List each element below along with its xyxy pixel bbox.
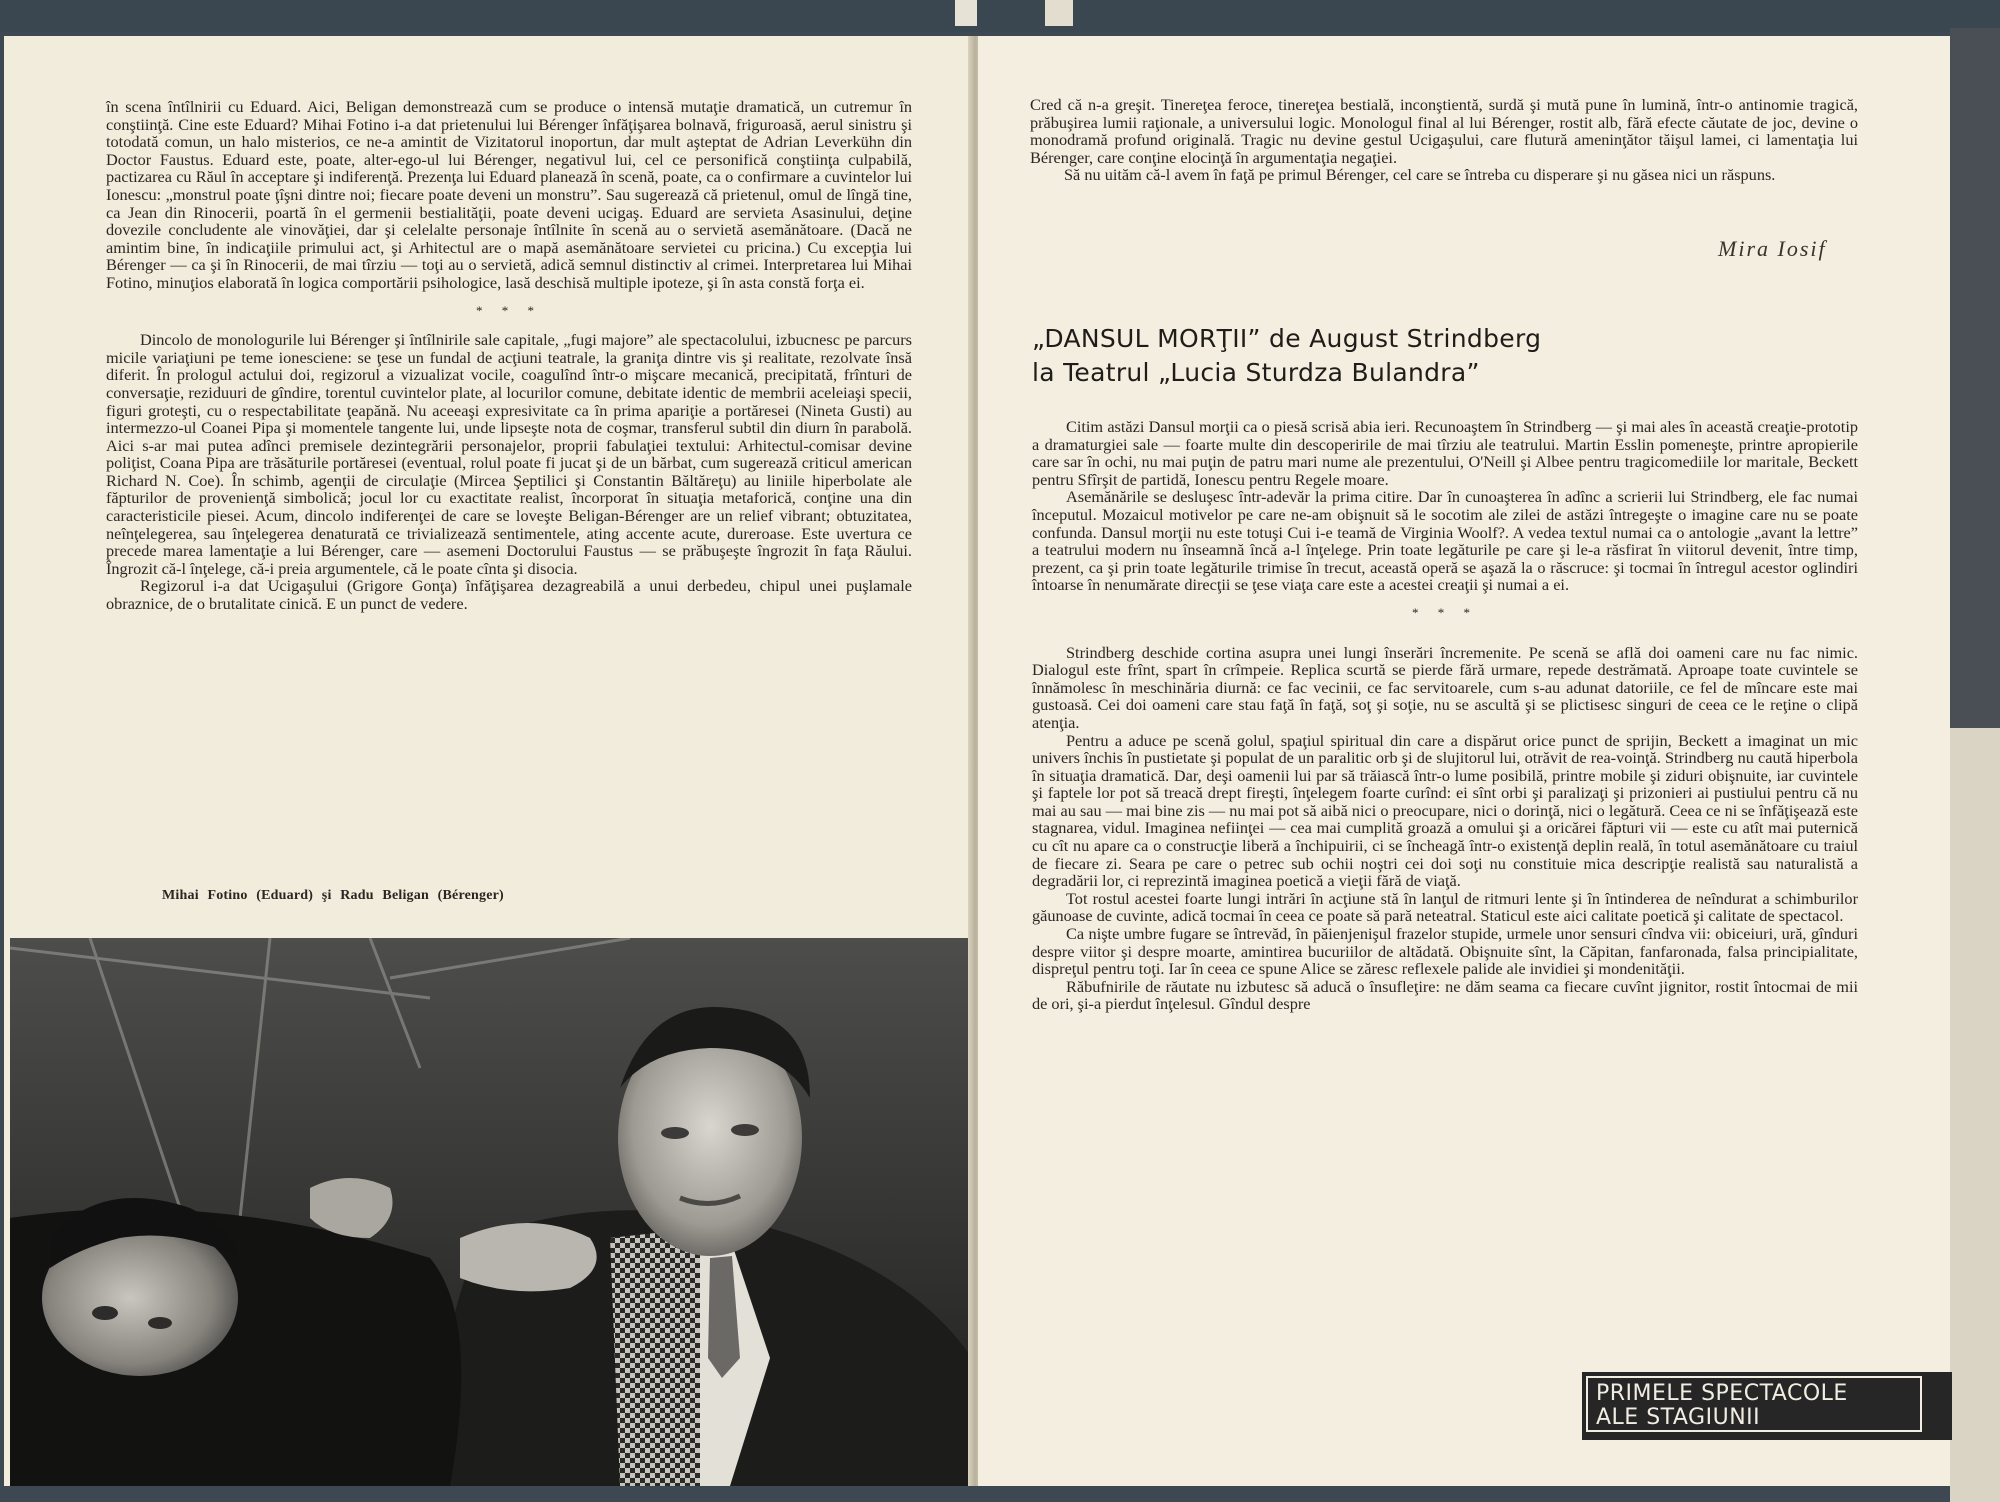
article-paragraph-1: Citim astăzi Dansul morţii ca o piesă scrisă abia ieri. Recunoaştem în Strindberg — şi mai ales în această creaţie-prototip a dramaturgiei sale — foarte multe din descoperirile de mai tîrziu ale teatrului. Martin Esslin pomeneşte, printre apropierile care sar în ochi, nu mai puţin de patru mari nume ale prezentului, O'Neill şi Albee pentru tragicomediile lor maritale, Beckett pentru Sfîrşit de partidă, Ionescu pentru Regele moare. bbox=[1032, 417, 1858, 489]
article-headline bbox=[1032, 322, 1541, 390]
headline-line-1: „DANSUL MORŢII” de August Strindberg bbox=[1032, 324, 1542, 353]
article-paragraph-5: Tot rostul acestei foarte lungi intrări în acţiune stă în lanţul de ritmuri lente şi în întinderea de neîndurat a schimburilor găunoase de cuvinte, adică tocmai în ceea ce poate să pară neteatral. Staticul este aici calitate poetică şi calitate de spectacol. bbox=[1032, 888, 1858, 926]
right-intro-paragraph-2: Să nu uităm că-l avem în faţă pe primul Bérenger, cel care se întreba cu disperare şi nu găsea nici un răspuns. bbox=[1064, 165, 1776, 185]
left-paragraph-1: în scena întîlnirii cu Eduard. Aici, Beligan demonstrează cum se produce o intensă mutaţie dramatică, un cutremur în conştiinţă. Cine este Eduard? Mihai Fotino i-a dat prietenului lui Bérenger înfăţişarea bolnavă, friguroasă, aerul sinistru şi totodată comun, un halo misterios, ce ne-a amintit de Vizitatorul inoportun, dar mult aşteptat de Adrian Leverkühn din Doctor Faustus. Eduard este, poate, alter-ego-ul lui Bérenger, negativul lui, cel ce personifică conştiinţa culpabilă, pactizarea cu Răul în acceptare şi indiferenţă. Prezenţa lui Eduard planează în scenă, poate, ca o confirmare a cuvintelor lui Ionescu: „monstrul poate ţîşni dintre noi; fiecare poate deveni un monstru”. Sau sugerează că prietenul, omul de lîngă tine, ca Jean din Rinocerii, poartă în el germenii bestialităţii, poate deveni ucigaş. Eduard are servieta Asasinului, deţine dovezile concludente ale vinovăţiei, dar şi celelalte personaje întîlnite în scenă au o servietă asemănătoare. (Dacă ne amintim bine, în indicaţiile primului act, şi Arhitectul are o mapă asemănătoare servietei cu pricina.) Cu excepţia lui Bérenger — ca şi în Rinocerii, de mai tîrziu — toţi au o servietă, adică semnul distinctiv al crimei. Interpretarea lui Mihai Fotino, minuţios elaborată în logica comportării psihologice, lasă deschisă multiple ipoteze, şi în asta constă forţa ei. bbox=[106, 97, 912, 292]
stage-photograph bbox=[10, 938, 972, 1486]
stage-photograph-image bbox=[10, 938, 972, 1486]
top-border-strip bbox=[0, 0, 2000, 32]
left-article-column bbox=[106, 98, 912, 613]
photo-caption: Mihai Fotino (Eduard) şi Radu Beligan (Bérenger) bbox=[162, 888, 504, 903]
section-badge-line-2: ALE STAGIUNII bbox=[1596, 1405, 1761, 1430]
article-paragraph-3: Strindberg deschide cortina asupra unei lungi înserări încremenite. Pe scenă se află doi oameni care nu fac nimic. Dialogul este frînt, spart în crîmpeie. Replica scurtă se pierde fără urmare, repede destrămată. Aproape toate cuvintele se înnămolesc în meschinăria diurnă: ce fac vecinii, ce fac servitoarele, cum s-au adunat datoriile, ce fel de mîncare este mai gustoasă. Cei doi oameni care stau faţă în faţă, soţ şi soţie, nu se ascultă şi se plictisesc singuri de ceea ce le reţine o clipă atenţia. bbox=[1032, 642, 1858, 732]
right-intro-paragraph-1: Cred că n-a greşit. Tinereţea feroce, tinereţea bestială, inconştientă, surdă şi mută pune în lumină, într-o antinomie tragică, prăbuşirea lumii raţionale, a universului logic. Monologul final al lui Bérenger, rostit alb, fără efecte căutate de joc, devine o monodramă profund originală. Tragic nu devine gestul Ucigaşului, care flutură ameninţător tăişul lamei, ci lamentaţia lui Bérenger, care conţine elocinţă în argumentaţia negaţiei. bbox=[1030, 95, 1858, 167]
article-paragraph-7: Răbufnirile de răutate nu izbutesc să aducă o însufleţire: ne dăm seama ca fiecare cuvînt jignitor, rostit întocmai de mii de ori, şi-a pierdut înţelesul. Gîndul despre bbox=[1032, 976, 1858, 1014]
left-paragraph-2: Dincolo de monologurile lui Bérenger şi întîlnirile sale capitale, „fugi majore” ale spectacolului, izbucnesc pe parcurs micile variaţiuni pe teme ionesciene: se ţese un fundal de acţiuni teatrale, la graniţa dintre vis şi realitate, rezolvate însă diferit. În prologul actului doi, regizorul a vizualizat vocile, coagulînd într-o mişcare mecanică, precipitată, frînturi de conversaţie, reziduuri de gîndire, torentul cuvintelor plate, al locurilor comune, debitate identic de membrii aceleiaşi specii, figuri groteşti, cu o respectabilitate ţeapănă. Nu aceeaşi expresivitate ca în prima apariţie a portăresei (Nineta Gusti) au intermezzo-ul Coanei Pipa şi momentele tangente lui, unde lipseşte nota de coşmar, transferul subtil din diurn în parabolă. Aici s-ar mai putea adînci premisele dezintegrării personajelor, proprii fabulaţiei textului: Arhitectul-comisar devine poliţist, Coana Pipa are trăsăturile portăresei (eventual, rolul poate fi jucat şi de un bărbat, cum sugerează criticul american Richard N. Coe). În schimb, agenţii de circulaţie (Mircea Şeptilici şi Constantin Băltăreţu) au liniile hiperbolate ale făpturilor de provenienţă simbolică; jocul lor cu exactitate realist, încorporat în situaţia metaforică, conţine una din caracteristicile piesei. Acum, dincolo indiferenţei de care se loveşte Beligan-Bérenger are un relief vibrant; obtuzitatea, neînţelegerea, sau înţelegerea denaturată ce trivializează sentimentele, ating accente acute, dureroase. Este uvertura ce precede marea lamentaţie a lui Bérenger, care — asemeni Doctorului Faustus — se prăbuşeşte îngrozit în faţa Răului. Îngrozit că-l înţelege, că-i preia argumentele, că le poate cînta şi disocia. bbox=[106, 330, 912, 578]
section-badge-line-1: PRIMELE SPECTACOLE bbox=[1596, 1381, 1848, 1406]
left-paragraph-3: Regizorul i-a dat Ucigaşului (Grigore Gonţa) înfăţişarea dezagreabilă a unui derbedeu, chipul unei puşlamale obraznice, de o brutalitate cinică. E un punct de vedere. bbox=[106, 576, 912, 614]
article-paragraph-2: Asemănările se desluşesc într-adevăr la prima citire. Dar în cunoaşterea în adînc a scrierii lui Strindberg, ele fac numai începutul. Mozaicul motivelor pe care ne-am obişnuit să le socotim ale zilei de astăzi întregeşte o imagine care nu se poate confunda. Dansul morţii nu este totuşi Cui i-e teamă de Virginia Woolf?. A vedea textul numai ca o antologie „avant la lettre” a teatrului modern nu înseamnă încă a-l înţelege. Prin toate legăturile pe care şi le-a răsfirat în viitorul devenit, între timp, prezent, ca şi prin toate legăturile trimise în trecut, această operă se aşază la o răscruce: şi tocmai în întregul acestor oglindiri întoarse în nenumărate direcţii se ţese viaţa care este a acestei creaţii şi numai a ei. bbox=[1032, 487, 1858, 595]
headline-line-2: la Teatrul „Lucia Sturdza Bulandra” bbox=[1032, 358, 1480, 387]
article-paragraph-6: Ca nişte umbre fugare se întrevăd, în păienjenişul frazelor stupide, urmele unor sensuri cîndva vii: obiceiuri, ură, gînduri despre viitor şi despre moarte, amintirea bucuriilor de altădată. Obişnuite sînt, la Căpitan, fanfaronada, falsa principialitate, dispreţul pentru toţi. Iar în ceea ce spune Alice se zăresc reflexele palide ale invidiei şi mondenităţii. bbox=[1032, 924, 1858, 979]
article-paragraph-4: Pentru a aduce pe scenă golul, spaţiul spiritual din care a dispărut orice punct de sprijin, Beckett a imaginat un mic univers închis în pustietate şi populat de un paralitic orb şi de slujitorul lui, otrăvit de rea-voinţă. Strindberg nu caută hiperbola în situaţia dramatică. Dar, deşi oamenii lui par să trăiască într-o lume posibilă, printre mobile şi ziduri obişnuite, iar cuvintele şi faptele lor pot să treacă drept fireşti, înţelegem foarte curînd: ei sînt orbi şi paralizaţi şi prizonieri ai pustiului pentru că nu mai au sau — mai bine zis — nu mai pot să aibă nici o preocupare, nici o dorinţă, nici o legătură. Ceea ce ni se înfăţişează este stagnarea, vidul. Imaginea nefiinţei — cea mai cumplită groază a omului şi a oricărei făpturi vii — este cu atît mai puternică cu cît nu apare ca o construcţie liberă a închipuirii, ci se încheagă într-o existenţă deplin reală, în totul asemănătoare cu traiul de fiecare zi. Seara pe care o petrec sub ochii noştri cei doi soţi nu constituie mica descripţie realistă sau naturalistă a degradării lor, ci reprezintă imaginea poetică a vieţii fără de viaţă. bbox=[1032, 730, 1858, 891]
section-badge bbox=[1586, 1376, 1922, 1432]
section-separator: * * * bbox=[476, 302, 542, 318]
right-page bbox=[978, 36, 1950, 1486]
left-page bbox=[4, 36, 976, 1486]
strindberg-article-column bbox=[1032, 418, 1858, 1013]
page-edge-right-shadow bbox=[1950, 28, 2000, 728]
page-tab-left bbox=[955, 0, 977, 26]
article-separator: * * * bbox=[1412, 604, 1478, 620]
previous-article-ending bbox=[1030, 96, 1858, 184]
author-signature: Mira Iosif bbox=[1718, 236, 1827, 261]
page-tab-right bbox=[1045, 0, 1073, 26]
